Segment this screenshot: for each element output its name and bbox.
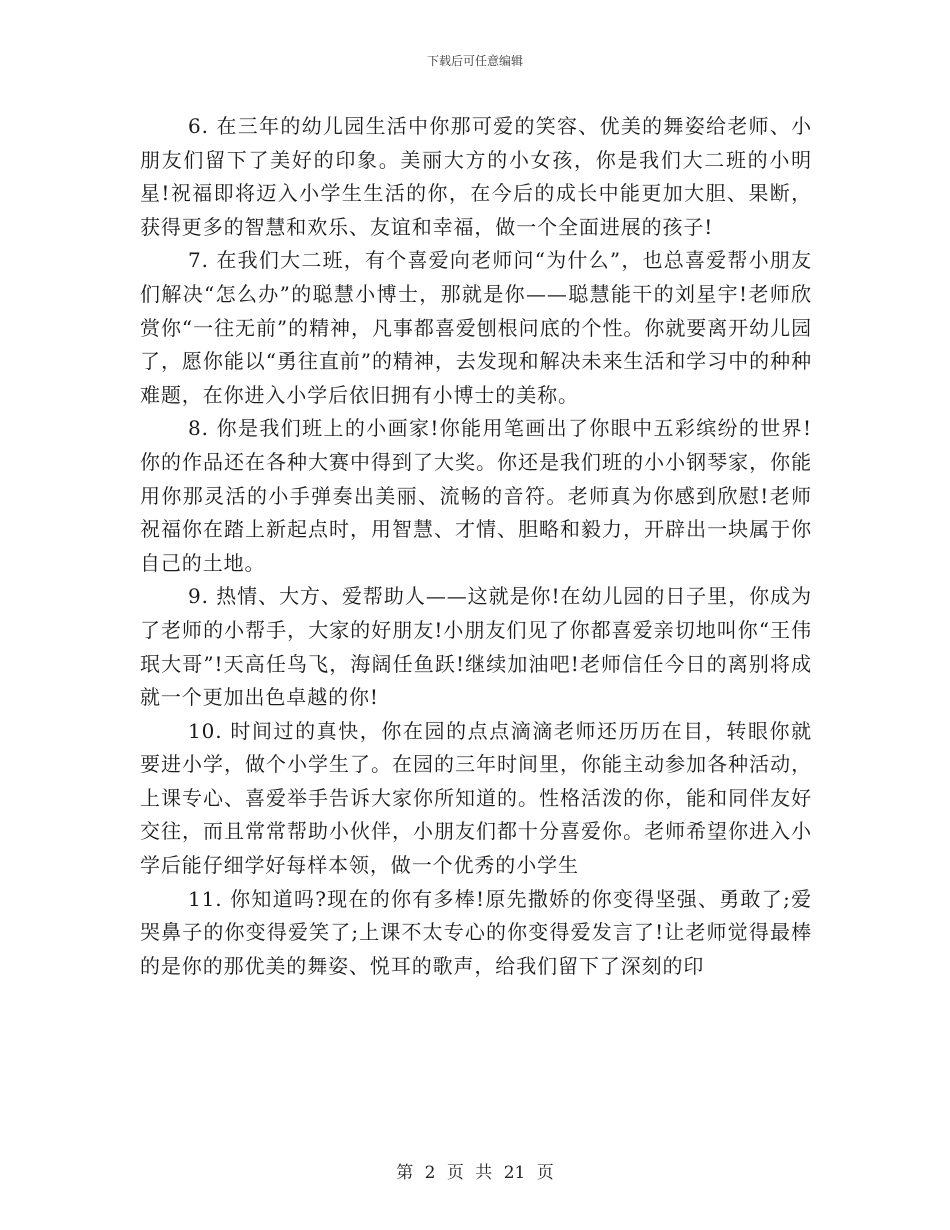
paragraph-10: 10. 时间过的真快，你在园的点点滴滴老师还历历在目，转眼你就要进小学，做个小学生了。在园的三年时间里，你能主动参加各种活动，上课专心、喜爱举手告诉大家你所知道的。性格活泼的你，能和同伴友好交往，而且常常帮助小伙伴，小朋友们都十分喜爱你。老师希望你进入小学后能仔细学好每样本领，做一个优秀的小学生 (140, 718, 812, 878)
paragraph-7: 7. 在我们大二班，有个喜爱向老师问“为什么”，也总喜爱帮小朋友们解决“怎么办”的聪慧小博士，那就是你——聪慧能干的刘星宇!老师欣赏你“一往无前”的精神，凡事都喜爱刨根问底的个性。你就要离开幼儿园了，愿你能以“勇往直前”的精神，去发现和解决未来生活和学习中的种种难题，在你进入小学后依旧拥有小博士的美称。 (140, 248, 812, 407)
document-body (140, 110, 812, 983)
paragraph-8: 8. 你是我们班上的小画家!你能用笔画出了你眼中五彩缤纷的世界!你的作品还在各种大赛中得到了大奖。你还是我们班的小小钢琴家，你能用你那灵活的小手弹奏出美丽、流畅的音符。老师真为你感到欣慰!老师祝福你在踏上新起点时，用智慧、才情、胆略和毅力，开辟出一块属于你自己的土地。 (140, 416, 812, 575)
page-header: 下载后可任意编辑 (426, 54, 523, 68)
paragraph-11: 11. 你知道吗?现在的你有多棒!原先撒娇的你变得坚强、勇敢了;爱哭鼻子的你变得爱笑了;上课不太专心的你变得爱发言了!让老师觉得最棒的是你的那优美的舞姿、悦耳的歌声，给我们留下了深刻的印 (140, 886, 812, 978)
page-footer: 第 2 页 共 21 页 (396, 1163, 554, 1183)
paragraph-9: 9. 热情、大方、爱帮助人——这就是你!在幼儿园的日子里，你成为了老师的小帮手，大家的好朋友!小朋友们见了你都喜爱亲切地叫你“王伟珉大哥”!天高任鸟飞，海阔任鱼跃!继续加油吧!老师信任今日的离别将成就一个更加出色卓越的你! (140, 584, 812, 710)
paragraph-6: 6. 在三年的幼儿园生活中你那可爱的笑容、优美的舞姿给老师、小朋友们留下了美好的印象。美丽大方的小女孩，你是我们大二班的小明星!祝福即将迈入小学生生活的你，在今后的成长中能更加大胆、果断，获得更多的智慧和欢乐、友谊和幸福，做一个全面进展的孩子! (140, 114, 812, 239)
